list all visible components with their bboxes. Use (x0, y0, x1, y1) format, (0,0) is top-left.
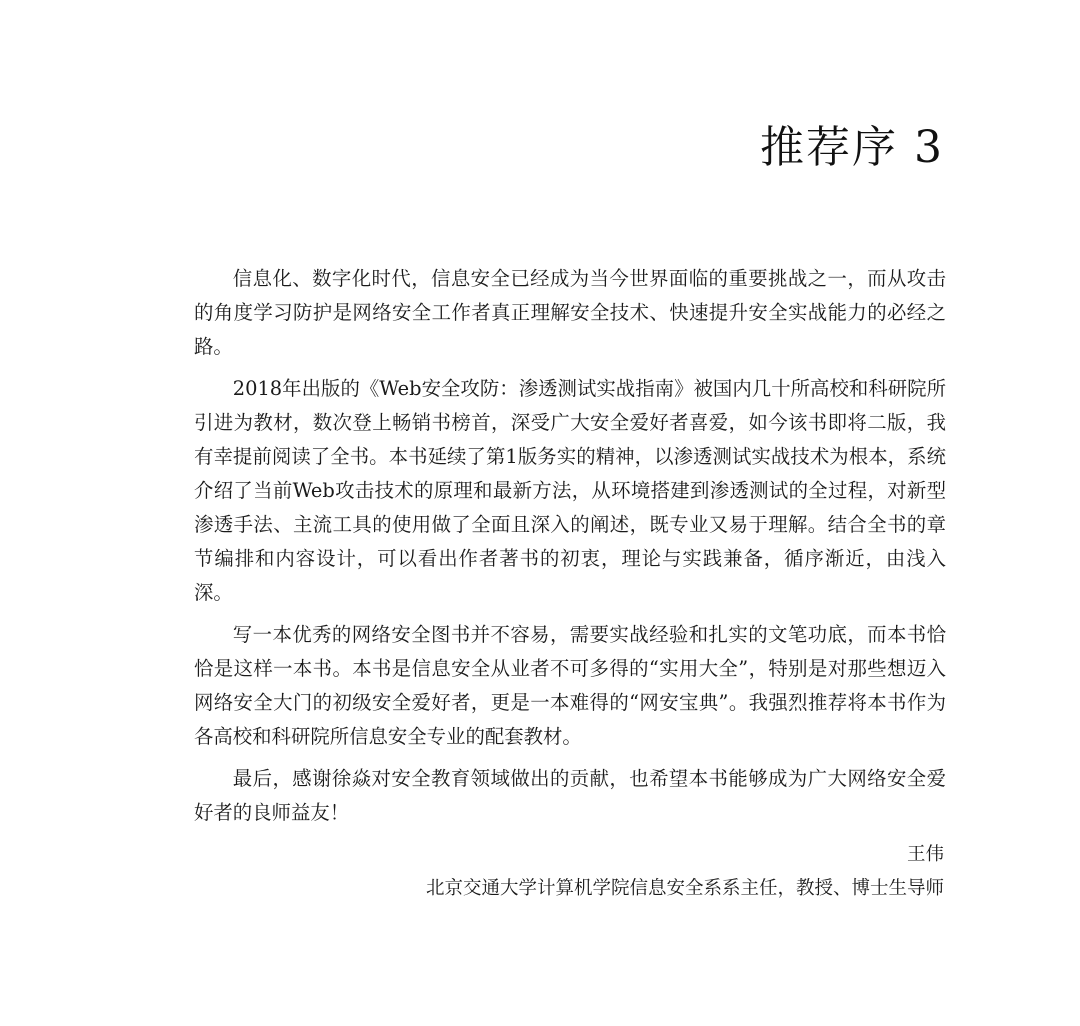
signature-block (426, 838, 944, 906)
author-affiliation: 北京交通大学计算机学院信息安全系系主任，教授、博士生导师 (425, 878, 944, 899)
paragraph-4: 最后，感谢徐焱对安全教育领域做出的贡献，也希望本书能够成为广大网络安全爱好者的良师益友！ (194, 767, 946, 824)
paragraph-1: 信息化、数字化时代，信息安全已经成为当今世界面临的重要挑战之一，而从攻击的角度学习防护是网络安全工作者真正理解安全技术、快速提升安全实战能力的必经之路。 (194, 267, 946, 358)
page-title: 推荐序 3 (760, 122, 944, 173)
author-name: 王伟 (906, 844, 944, 865)
paragraph-3: 写一本优秀的网络安全图书并不容易，需要实战经验和扎实的文笔功底，而本书恰恰是这样一本书。本书是信息安全从业者不可多得的“实用大全”，特别是对那些想迈入网络安全大门的初级安全爱好者，更是一本难得的“网安宝典”。我强烈推荐将本书作为各高校和科研院所信息安全专业的配套教材。 (194, 623, 946, 748)
foreword-body (194, 262, 946, 838)
paragraph-2: 2018年出版的《Web安全攻防：渗透测试实战指南》被国内几十所高校和科研院所引进为教材，数次登上畅销书榜首，深受广大安全爱好者喜爱，如今该书即将二版，我有幸提前阅读了全书。本书延续了第1版务实的精神，以渗透测试实战技术为根本，系统介绍了当前Web攻击技术的原理和最新方法，从环境搭建到渗透测试的全过程，对新型渗透手法、主流工具的使用做了全面且深入的阐述，既专业又易于理解。结合全书的章节编排和内容设计，可以看出作者著书的初衷，理论与实践兼备，循序渐近，由浅入深。 (194, 377, 946, 604)
